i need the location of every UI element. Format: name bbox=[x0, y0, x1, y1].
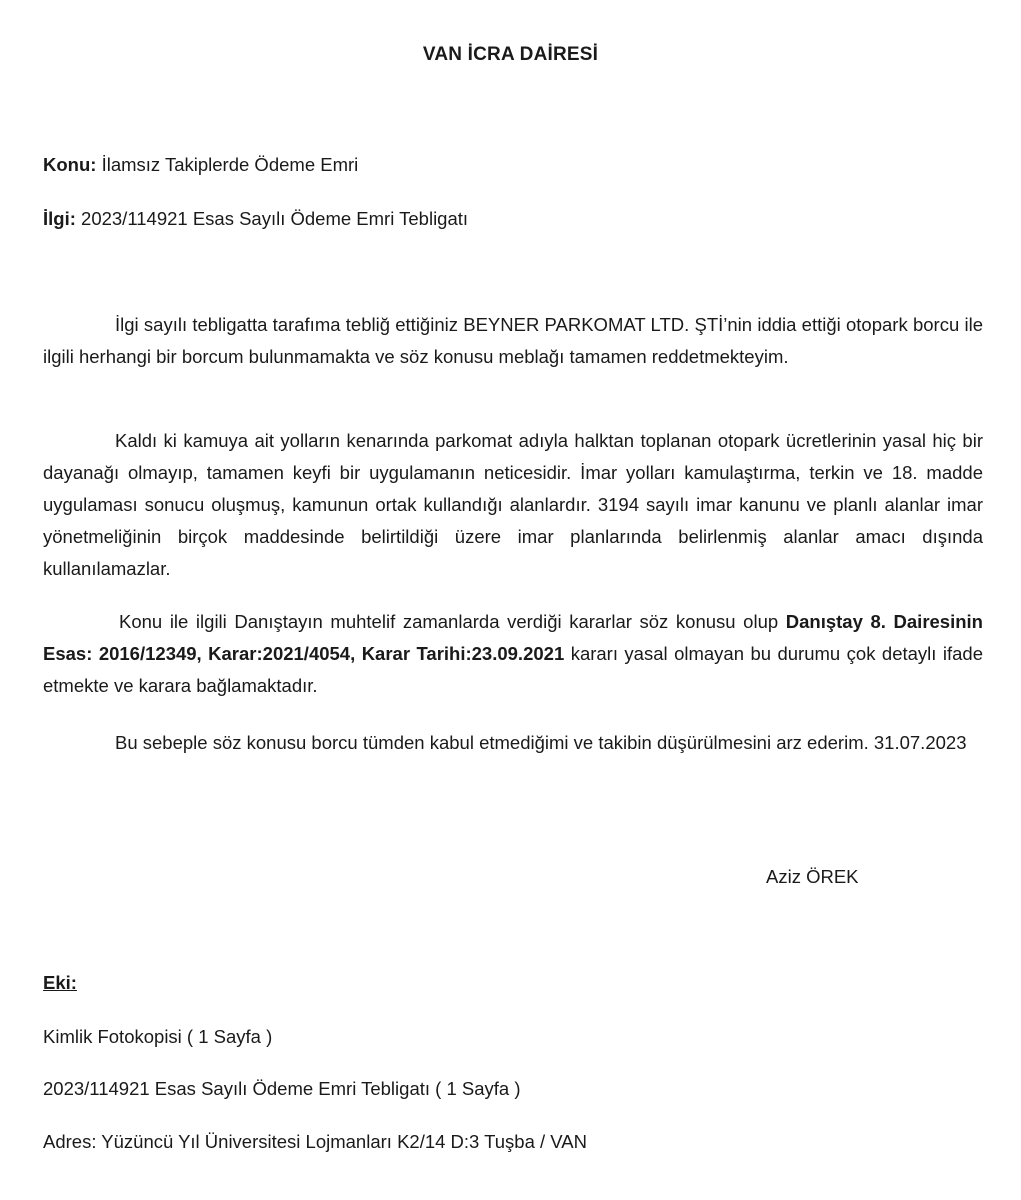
paragraph-3 bbox=[43, 606, 983, 702]
paragraph-3-text-before: Konu ile ilgili Danıştayın muhtelif zamanlarda verdiği kararlar söz konusu olup bbox=[119, 611, 786, 632]
attachment-item-id-copy: Kimlik Fotokopisi ( 1 Sayfa ) bbox=[43, 1026, 273, 1047]
signature-name: Aziz ÖREK bbox=[766, 866, 859, 887]
paragraph-2: Kaldı ki kamuya ait yolların kenarında parkomat adıyla halktan toplanan otopark ücretlerinin yasal hiç bir dayanağı olmayıp, tamamen keyfi bir uygulamanın neticesidir. İmar yolları kamulaştırma, terkin ve 18. madde uygulaması sonucu oluşmuş, kamunun ortak kullandığı alanlardır. 3194 sayılı imar kanunu ve planlı alanlar imar yönetmeliğinin birçok maddesinde belirtildiği üzere imar planlarında belirlenmiş alanlar amacı dışında kullanılamazlar. bbox=[43, 430, 983, 579]
konu-line bbox=[43, 154, 358, 176]
konu-label: Konu: bbox=[43, 154, 97, 175]
attachment-item-notification: 2023/114921 Esas Sayılı Ödeme Emri Tebligatı ( 1 Sayfa ) bbox=[43, 1078, 521, 1099]
paragraph-4: Bu sebeple söz konusu borcu tümden kabul etmediğimi ve takibin düşürülmesini arz ederim. 31.07.2023 bbox=[115, 732, 967, 753]
ilgi-line bbox=[43, 208, 468, 230]
document-title: VAN İCRA DAİRESİ bbox=[422, 44, 599, 65]
ilgi-label: İlgi: bbox=[43, 208, 76, 229]
paragraph-3-text-after: kararı yasal olmayan bu durumu çok detaylı ifade etmekte ve karara bağlamaktadır. bbox=[43, 643, 983, 696]
paragraph-1: İlgi sayılı tebligatta tarafıma tebliğ ettiğiniz BEYNER PARKOMAT LTD. ŞTİ’nin iddia ettiği otopark borcu ile ilgili herhangi bir borcum bulunmamakta ve söz konusu meblağı tamamen reddetmekteyim. bbox=[43, 314, 983, 367]
attachments-heading: Eki: bbox=[43, 972, 77, 993]
address-line: Adres: Yüzüncü Yıl Üniversitesi Lojmanları K2/14 D:3 Tuşba / VAN bbox=[43, 1131, 587, 1152]
paragraph-3-decision-reference: Danıştay 8. Dairesinin Esas: 2016/12349, Karar:2021/4054, Karar Tarihi:23.09.2021 bbox=[43, 611, 983, 664]
konu-text: İlamsız Takiplerde Ödeme Emri bbox=[96, 154, 359, 175]
ilgi-text: 2023/114921 Esas Sayılı Ödeme Emri Tebligatı bbox=[75, 208, 469, 229]
